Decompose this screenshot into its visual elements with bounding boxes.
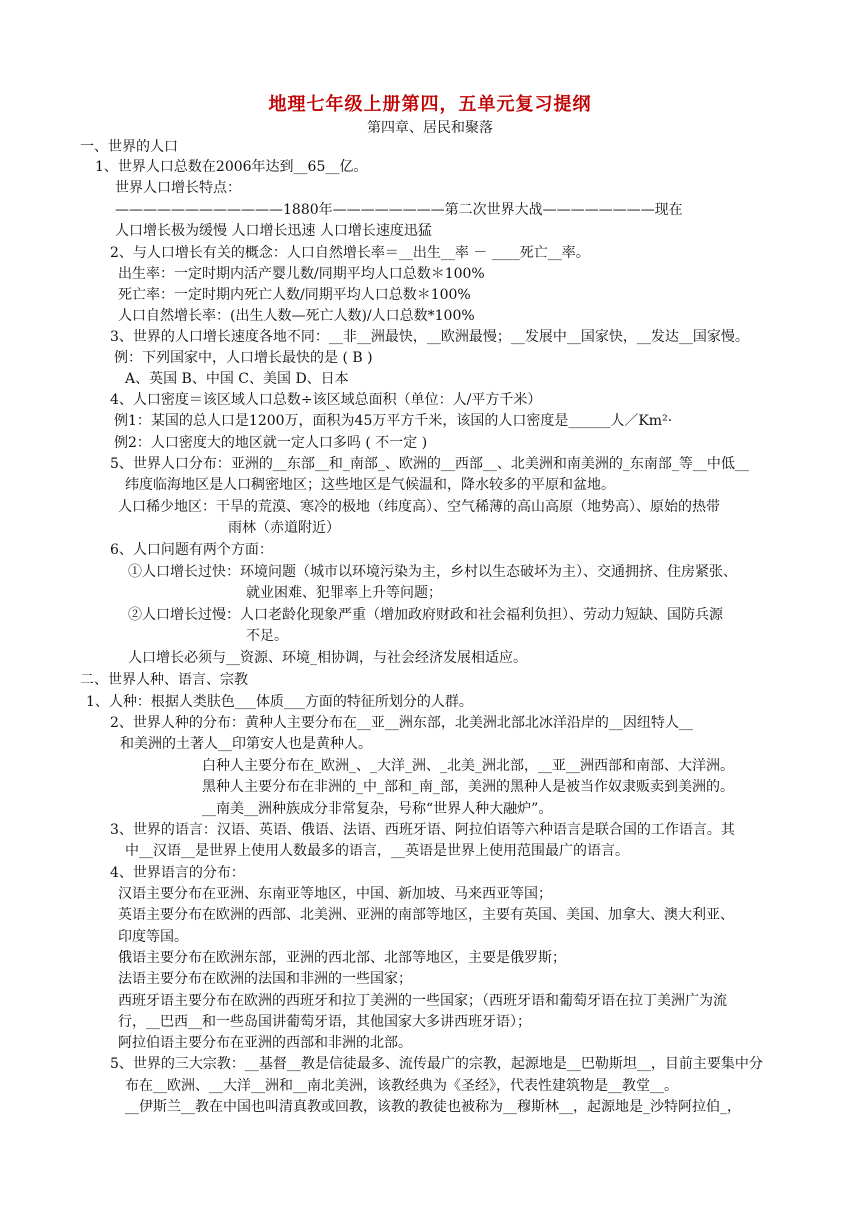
outline-line: 1、人种：根据人类肤色___体质___方面的特征所划分的人群。 bbox=[86, 694, 473, 710]
outline-line: A、英国 B、中国 C、美国 D、日本 bbox=[125, 371, 349, 387]
outline-line: 阿拉伯语主要分布在亚洲的西部和非洲的北部。 bbox=[118, 1035, 412, 1051]
outline-line: 死亡率：一定时期内死亡人数/同期平均人口总数＊100% bbox=[118, 287, 471, 303]
outline-line: 印度等国。 bbox=[118, 929, 188, 945]
outline-line: ②人口增长过慢：人口老龄化现象严重（增加政府财政和社会福利负担）、劳动力短缺、国防兵源 bbox=[128, 607, 723, 623]
outline-line: 法语主要分布在欧洲的法国和非洲的一些国家； bbox=[118, 971, 412, 987]
outline-line: 4、世界语言的分布： bbox=[110, 865, 245, 881]
outline-line: 人口自然增长率：(出生人数—死亡人数)/人口总数*100% bbox=[118, 308, 475, 324]
document-title: 地理七年级上册第四，五单元复习提纲 bbox=[268, 94, 592, 115]
outline-line: 3、世界的人口增长速度各地不同：__非__洲最快，__欧洲最慢；__发展中__国家快，__发达__国家慢。 bbox=[110, 329, 749, 345]
outline-line: 西班牙语主要分布在欧洲的西班牙和拉丁美洲的一些国家；（西班牙语和葡萄牙语在拉丁美洲广为流 bbox=[118, 993, 727, 1009]
outline-line: 行，__巴西__和一些岛国讲葡萄牙语，其他国家大多讲西班牙语）； bbox=[118, 1014, 531, 1030]
outline-line: ①人口增长过快：环境问题（城市以环境污染为主，乡村以生态破坏为主）、交通拥挤、住房紧张、 bbox=[128, 564, 737, 580]
outline-line: __伊斯兰__教在中国也叫清真教或回教，该教的教徒也被称为__穆斯林__，起源地是_沙特阿拉伯_， bbox=[125, 1099, 741, 1115]
outline-line: 英语主要分布在欧洲的西部、北美洲、亚洲的南部等地区，主要有英国、美国、加拿大、澳大利亚、 bbox=[118, 907, 734, 923]
outline-line: 黑种人主要分布在非洲的_中_部和_南_部，美洲的黑种人是被当作奴隶贩卖到美洲的。 bbox=[202, 779, 734, 795]
outline-line: ————————————1880年————————第二次世界大战————————现在 bbox=[115, 202, 683, 218]
outline-line: 就业困难、犯罪率上升等问题； bbox=[246, 585, 442, 601]
outline-line: 2、世界人种的分布：黄种人主要分布在__亚__洲东部，北美洲北部北冰洋沿岸的__因纽特人__ bbox=[110, 715, 693, 731]
outline-line: 人口稀少地区：干旱的荒漠、寒冷的极地（纬度高）、空气稀薄的高山高原（地势高）、原始的热带 bbox=[118, 499, 720, 515]
outline-line: 一、世界的人口 bbox=[80, 139, 178, 155]
outline-line: 雨林（赤道附近） bbox=[228, 520, 340, 536]
outline-line: 人口增长必须与__资源、环境_相协调，与社会经济发展相适应。 bbox=[128, 650, 527, 666]
outline-line: 例1：某国的总人口是1200万，面积为45万平方千米，该国的人口密度是______人／Km²· bbox=[114, 413, 673, 429]
outline-line: 3、世界的语言：汉语、英语、俄语、法语、西班牙语、阿拉伯语等六种语言是联合国的工作语言。其 bbox=[110, 822, 735, 838]
outline-line: 二、世界人种、语言、宗教 bbox=[80, 672, 248, 688]
chapter-subtitle: 第四章、居民和聚落 bbox=[367, 120, 493, 136]
outline-line: 俄语主要分布在欧洲东部，亚洲的西北部、北部等地区，主要是俄罗斯； bbox=[118, 950, 566, 966]
outline-line: 5、世界人口分布：亚洲的__东部__和_南部_、欧洲的__西部__、北美洲和南美洲的_东南部_等__中低__ bbox=[110, 456, 749, 472]
outline-line: 5、世界的三大宗教：__基督__教是信徒最多、流传最广的宗教，起源地是__巴勒斯坦__，目前主要集中分 bbox=[110, 1056, 763, 1072]
outline-line: 例：下列国家中，人口增长最快的是 ( B ) bbox=[114, 350, 373, 366]
outline-line: 白种人主要分布在_欧洲_、_大洋_洲、_北美_洲北部，__亚__洲西部和南部、大洋洲。 bbox=[202, 758, 734, 774]
outline-line: 布在__欧洲、__大洋__洲和__南北美洲，该教经典为《圣经》，代表性建筑物是__教堂__。 bbox=[125, 1078, 678, 1094]
outline-line: __南美__洲种族成分非常复杂，号称“世界人种大融炉”。 bbox=[202, 801, 553, 817]
outline-line: 出生率：一定时期内活产婴儿数/同期平均人口总数＊100% bbox=[118, 266, 485, 282]
outline-line: 中__汉语__是世界上使用人数最多的语言，__英语是世界上使用范围最广的语言。 bbox=[125, 843, 629, 859]
outline-line: 世界人口增长特点： bbox=[115, 180, 241, 196]
outline-line: 汉语主要分布在亚洲、东南亚等地区，中国、新加坡、马来西亚等国； bbox=[118, 886, 552, 902]
outline-line: 2、与人口增长有关的概念：人口自然增长率＝__出生__率 － ____死亡__率。 bbox=[110, 245, 590, 261]
outline-line: 6、人口问题有两个方面： bbox=[110, 542, 273, 558]
outline-line: 和美洲的土著人__印第安人也是黄种人。 bbox=[120, 736, 372, 752]
outline-line: 不足。 bbox=[246, 628, 288, 644]
outline-line: 1、世界人口总数在2006年达到__65__亿。 bbox=[95, 159, 368, 175]
outline-line: 纬度临海地区是人口稠密地区；这些地区是气候温和，降水较多的平原和盆地。 bbox=[125, 477, 615, 493]
outline-line: 人口增长极为缓慢 人口增长迅速 人口增长速度迅猛 bbox=[115, 223, 432, 239]
outline-line: 例2：人口密度大的地区就一定人口多吗 ( 不一定 ) bbox=[114, 435, 428, 451]
outline-line: 4、人口密度＝该区域人口总数÷该区域总面积（单位：人/平方千米） bbox=[110, 392, 542, 408]
